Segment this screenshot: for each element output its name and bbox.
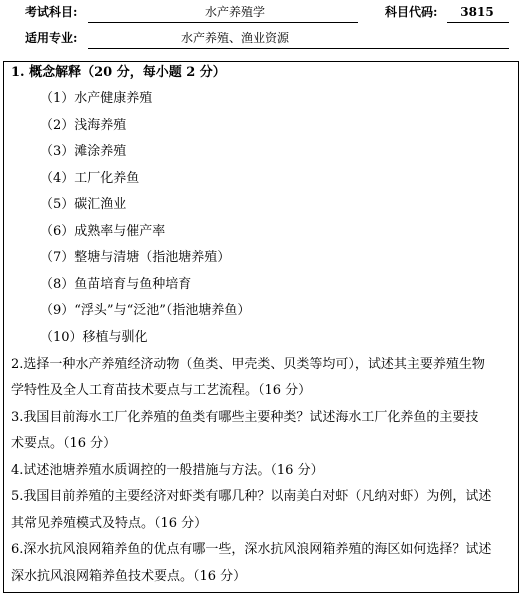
q1-item: （5）碳汇渔业: [40, 197, 127, 212]
code-underline: [447, 22, 509, 23]
q2-line2: 学特性及全人工育苗技术要点与工艺流程。（16 分）: [11, 383, 312, 398]
q1-item: （6）成熟率与催产率: [40, 224, 166, 239]
q3-line1: 3.我国目前海水工厂化养殖的鱼类有哪些主要种类？试述海水工厂化养鱼的主要技: [11, 410, 479, 425]
code-value: 3815: [460, 5, 494, 19]
q5-line1: 5.我国目前养殖的主要经济对虾类有哪几种？以南美白对虾（凡纳对虾）为例，试述: [11, 489, 492, 504]
q1-item: （4）工厂化养鱼: [40, 171, 140, 186]
q1-item: （8）鱼苗培育与鱼种培育: [40, 277, 192, 292]
major-underline: [88, 48, 509, 49]
q5-line2: 其常见养殖模式及特点。（16 分）: [11, 516, 208, 531]
q1-item: （10）移植与驯化: [40, 330, 148, 345]
subject-label: 考试科目:: [25, 5, 78, 19]
q1-item: （3）滩涂养殖: [40, 144, 127, 159]
subject-underline: [88, 22, 358, 23]
exam-questions-box: [3, 61, 519, 593]
q6-line2: 深水抗风浪网箱养鱼技术要点。（16 分）: [11, 569, 247, 584]
code-label: 科目代码:: [385, 5, 438, 19]
q2-line1: 2.选择一种水产养殖经济动物（鱼类、甲壳类、贝类等均可），试述其主要养殖生物: [11, 357, 485, 372]
q3-line2: 术要点。（16 分）: [11, 436, 117, 451]
q6-line1: 6.深水抗风浪网箱养鱼的优点有哪一些，深水抗风浪网箱养殖的海区如何选择？试述: [11, 542, 492, 557]
major-value: 水产养殖、渔业资源: [180, 31, 289, 45]
q1-item: （9）“浮头”与“泛池”（指池塘养鱼）: [40, 303, 251, 318]
q1-item: （7）整塘与清塘（指池塘养殖）: [40, 250, 231, 265]
q1-item: （2）浅海养殖: [40, 118, 127, 133]
q1-title: 1. 概念解释（20 分，每小题 2 分）: [11, 65, 226, 80]
q4-line1: 4.试述池塘养殖水质调控的一般措施与方法。（16 分）: [11, 463, 324, 478]
major-label: 适用专业:: [25, 31, 78, 45]
q1-item: （1）水产健康养殖: [40, 91, 153, 106]
subject-value: 水产养殖学: [204, 5, 265, 19]
